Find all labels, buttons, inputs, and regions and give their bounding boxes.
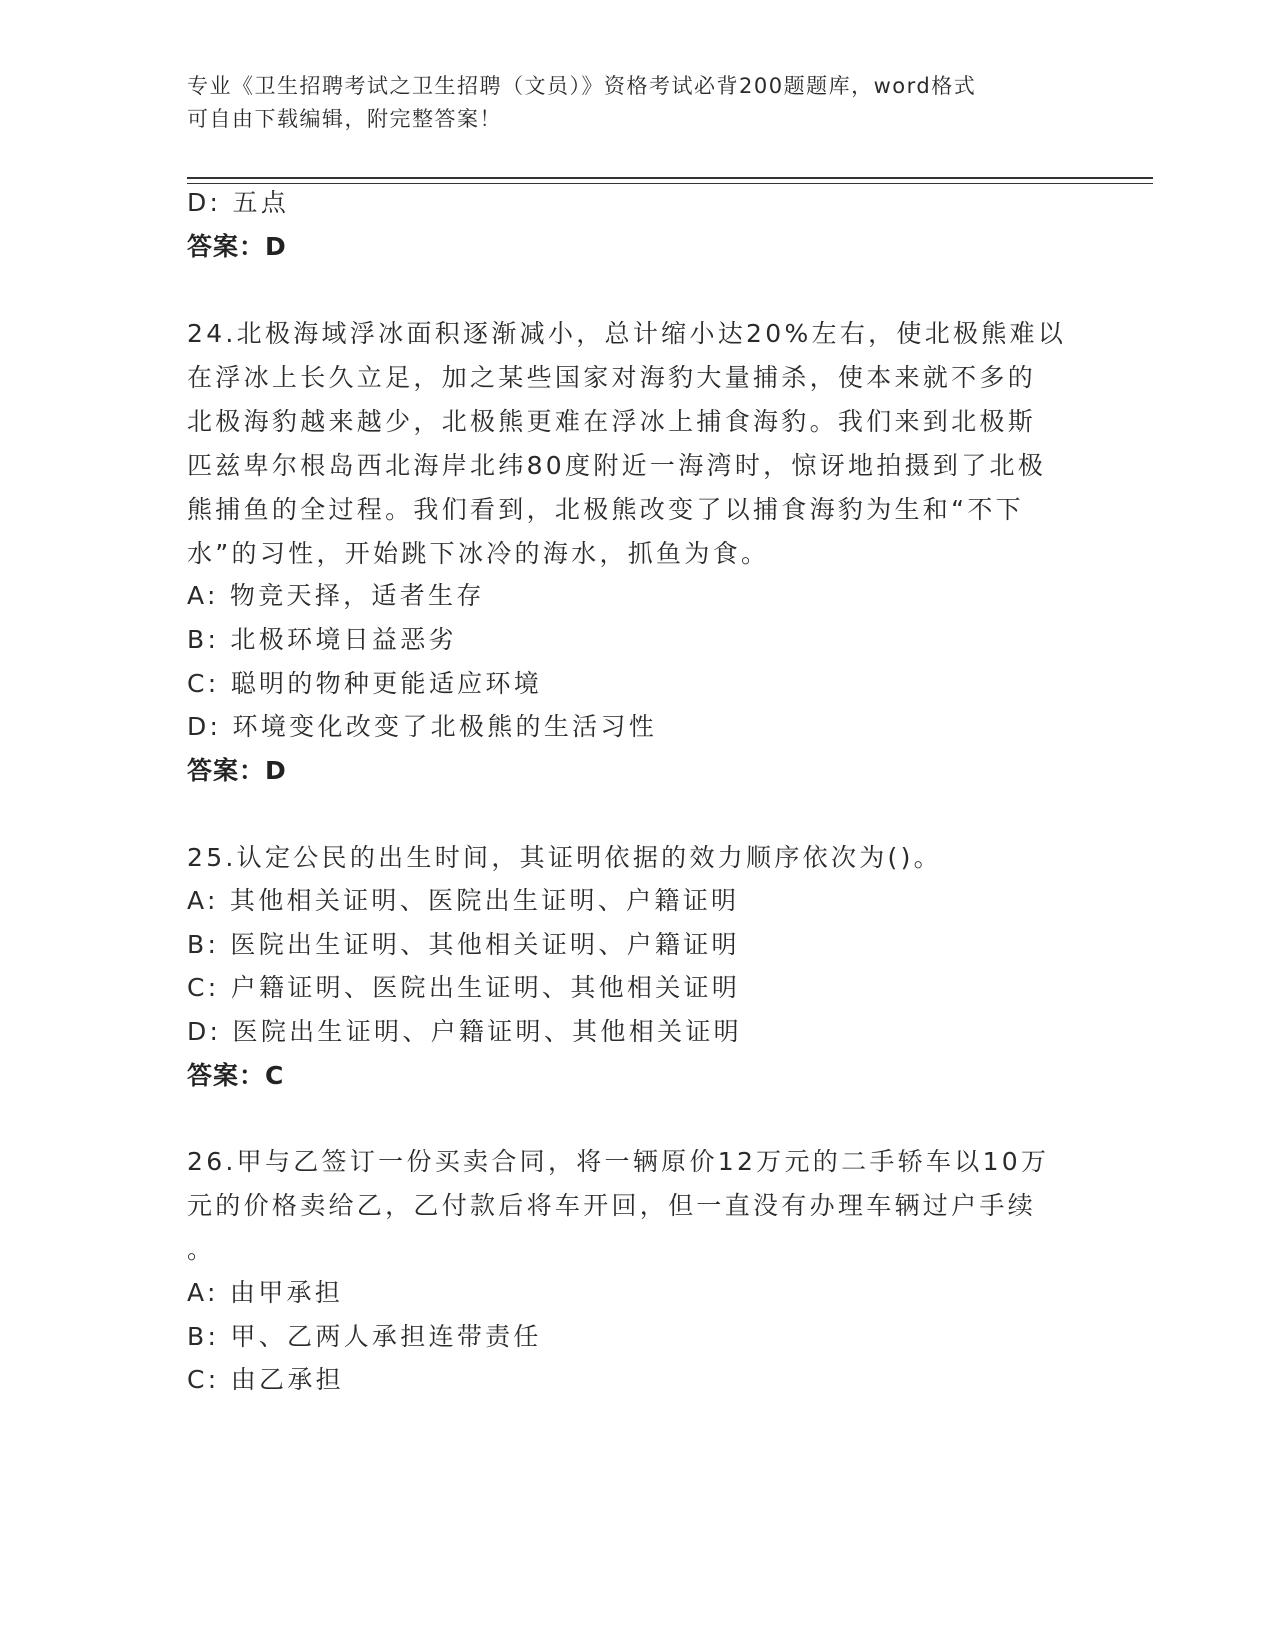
q24-option-a: A: 物竞天择，适者生存 xyxy=(187,581,485,610)
q25-option-c: C: 户籍证明、医院出生证明、其他相关证明 xyxy=(187,973,741,1002)
header-rule-thick xyxy=(187,177,1153,179)
q24-stem-line-4: 匹兹卑尔根岛西北海岸北纬80度附近一海湾时，惊讶地拍摄到了北极 xyxy=(187,451,1047,480)
q25-option-b: B: 医院出生证明、其他相关证明、户籍证明 xyxy=(187,930,740,959)
q26-stem-line-2: 元的价格卖给乙，乙付款后将车开回，但一直没有办理车辆过户手续 xyxy=(187,1191,1037,1220)
q25-answer: 答案：C xyxy=(187,1061,285,1090)
q26-option-b: B: 甲、乙两人承担连带责任 xyxy=(187,1322,542,1351)
q24-option-c: C: 聪明的物种更能适应环境 xyxy=(187,669,543,698)
q24-option-b: B: 北极环境日益恶劣 xyxy=(187,625,457,654)
q24-stem-line-6: 水”的习性，开始跳下冰冷的海水，抓鱼为食。 xyxy=(187,539,770,568)
q24-stem-line-1: 24.北极海域浮冰面积逐渐减小，总计缩小达20%左右，使北极熊难以 xyxy=(187,319,1067,348)
q24-stem-line-2: 在浮冰上长久立足，加之某些国家对海豹大量捕杀，使本来就不多的 xyxy=(187,363,1037,392)
page-header xyxy=(187,70,1087,136)
q23-answer: 答案：D xyxy=(187,232,287,261)
header-rule-thin xyxy=(187,183,1153,184)
q26-option-c: C: 由乙承担 xyxy=(187,1365,344,1394)
q24-stem-line-3: 北极海豹越来越少，北极熊更难在浮冰上捕食海豹。我们来到北极斯 xyxy=(187,407,1037,436)
q24-stem-line-5: 熊捕鱼的全过程。我们看到，北极熊改变了以捕食海豹为生和“不下 xyxy=(187,495,1024,524)
q25-option-a: A: 其他相关证明、医院出生证明、户籍证明 xyxy=(187,886,740,915)
q24-option-d: D: 环境变化改变了北极熊的生活习性 xyxy=(187,712,658,741)
q26-stem-line-1: 26.甲与乙签订一份买卖合同，将一辆原价12万元的二手轿车以10万 xyxy=(187,1147,1050,1176)
q25-stem-line-1: 25.认定公民的出生时间，其证明依据的效力顺序依次为()。 xyxy=(187,843,942,872)
q26-stem-line-3: 。 xyxy=(187,1235,216,1264)
header-line-2: 可自由下载编辑，附完整答案！ xyxy=(187,107,502,131)
q26-option-a: A: 由甲承担 xyxy=(187,1278,344,1307)
q25-option-d: D: 医院出生证明、户籍证明、其他相关证明 xyxy=(187,1017,742,1046)
q24-answer: 答案：D xyxy=(187,756,287,785)
q23-option-d: D: 五点 xyxy=(187,188,290,217)
header-line-1: 专业《卫生招聘考试之卫生招聘（文员）》资格考试必背200题题库，word格式 xyxy=(187,74,977,98)
